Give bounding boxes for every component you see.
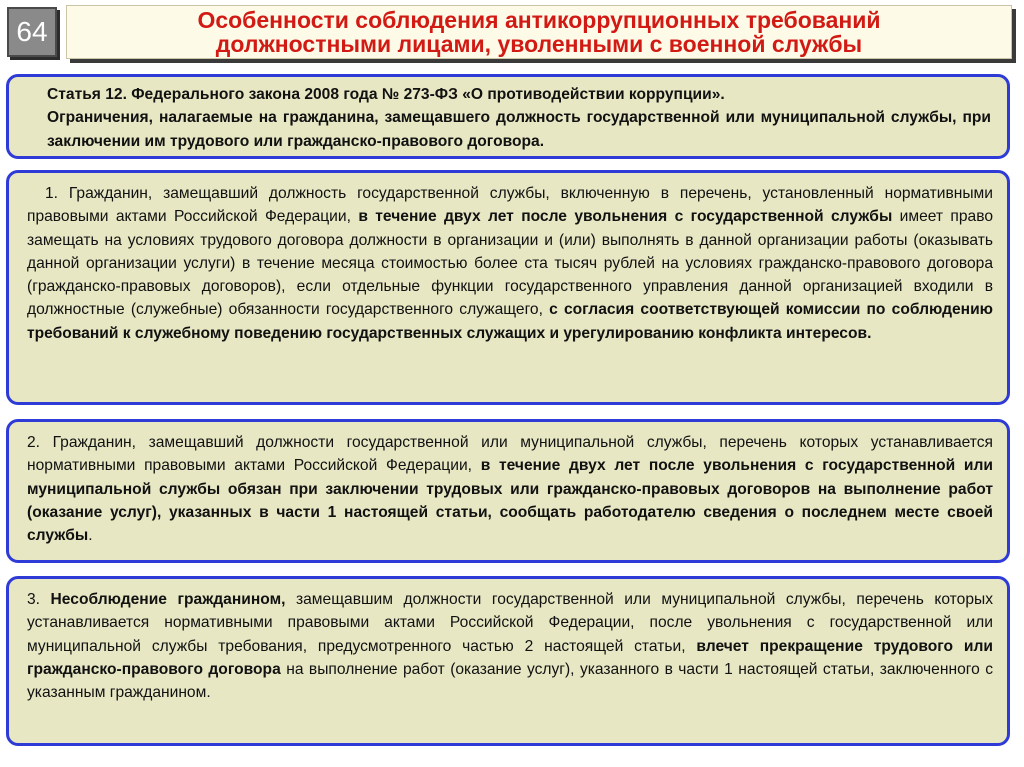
item-2-panel (6, 419, 1010, 563)
item-1-bold-part-1: в течение двух лет после увольнения с государственной службы (358, 208, 893, 226)
item-3-text-part-2: замещавшим должности государственной или муниципальной службы, перечень которых устанавливается нормативными правовыми актами Российской Федерации, после увольнения с государственной или муниципальной службы требования, предусмотренного частью 2 настоящей статьи, (27, 591, 994, 655)
slide-number-badge: 64 (7, 7, 57, 57)
item-3-bold-part-2: влечет прекращение трудового или гражданско-правового договора (27, 637, 994, 678)
item-2-text-part-2: . (88, 527, 93, 545)
item-3-text-part-1: 3. (27, 591, 51, 608)
item-3-panel (6, 576, 1010, 746)
item-1-text-part-2: имеет право замещать на условиях трудового договора должности в организации и (или) выполнять в данной организации работы (оказывать данной организации услуги) в течение месяца стоимостью более ста тысяч рублей на условиях гражданско-правового договора (гражданско-правовых договоров), если отдельные функции государственного управления данной организацией входили в должностные (служебные) обязанности государственного служащего, (27, 208, 993, 319)
intro-article-reference: Статья 12. Федерального закона 2008 года № 273-ФЗ «О противодействии коррупции». (47, 86, 725, 103)
item-2-bold-part-1: в течение двух лет после увольнения с государственной или муниципальной службы обязан при заключении трудовых или гражданско-правовых договоров на выполнение работ (оказание услуг), указанных в части 1 настоящей статьи, сообщать работодателю сведения о последнем месте своей службы (27, 457, 994, 545)
item-3-bold-part-1: Несоблюдение гражданином, (50, 591, 286, 608)
item-1-text-part-1: 1. Гражданин, замещавший должность государственной службы, включенную в перечень, установленный нормативными правовыми актами Российской Федерации, (27, 185, 993, 226)
intro-restrictions-text: Ограничения, налагаемые на гражданина, замещавшего должность государственной или муниципальной службы, при заключении им трудового или гражданско-правового договора. (47, 109, 991, 150)
item-1-panel (6, 170, 1010, 405)
intro-panel (6, 74, 1010, 159)
item-2-text (27, 431, 993, 547)
item-3-text-part-3: на выполнение работ (оказание услуг), указанного в части 1 настоящей статьи, заключенного с указанным гражданином. (27, 660, 993, 702)
item-2-text-part-1: 2. Гражданин, замещавший должности государственной или муниципальной службы, перечень которых устанавливается нормативными правовыми актами Российской Федерации, (27, 434, 993, 475)
slide-title-box (66, 5, 1012, 59)
item-1-bold-part-2: с согласия соответствующей комиссии по соблюдению требований к служебному поведению государственных служащих и урегулированию конфликта интересов. (27, 301, 993, 342)
item-3-text (27, 588, 993, 704)
slide-title-line-2: должностными лицами, уволенными с военной службы (215, 31, 863, 57)
item-1-text (27, 182, 993, 345)
slide-title-line-1: Особенности соблюдения антикоррупционных требований (197, 7, 881, 33)
